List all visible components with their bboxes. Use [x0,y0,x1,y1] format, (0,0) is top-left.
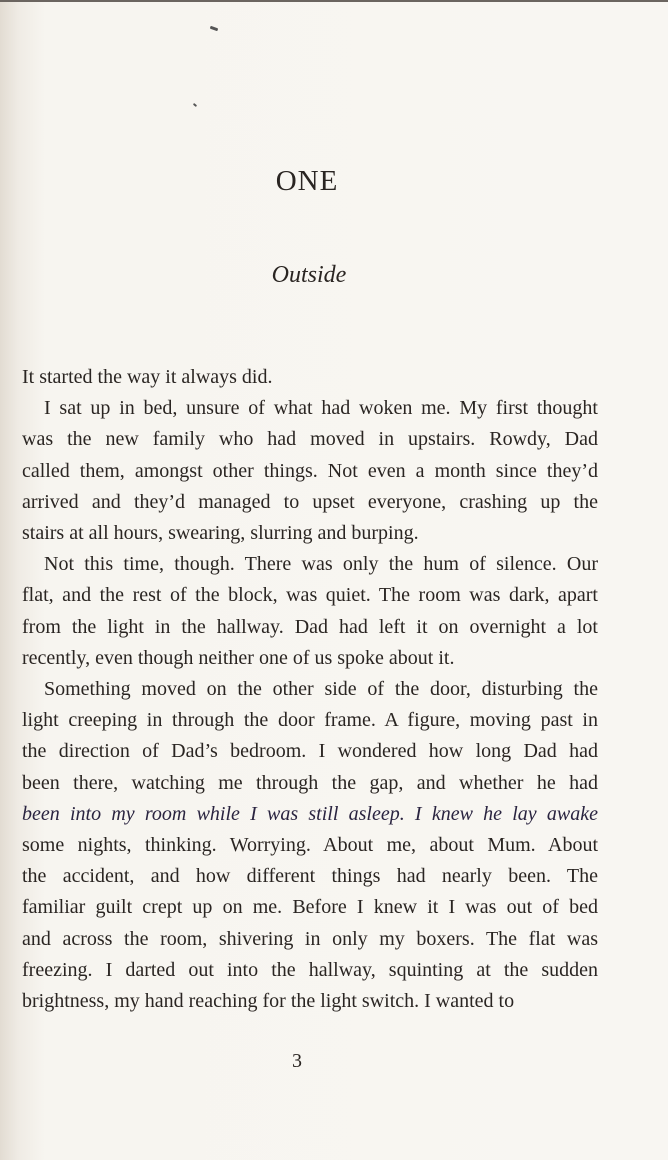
text-line: from the light in the hallway. Dad had left it on overnight a lot [22,615,598,638]
paragraph [22,549,598,674]
text-line: stairs at all hours, swearing, slurring and burping. [22,522,419,545]
text-line: been into my room while I was still asleep. I knew he lay awake [22,802,598,825]
text-line: some nights, thinking. Worrying. About me, about Mum. About [22,834,598,857]
paragraph [22,674,598,1017]
text-line: brightness, my hand reaching for the light switch. I wanted to [22,990,515,1013]
text-line: the direction of Dad’s bedroom. I wondered how long Dad had [22,740,598,763]
text-line: and across the room, shivering in only my boxers. The flat was [22,927,598,950]
chapter-subtitle: Outside [271,262,347,288]
text-line: familiar guilt crept up on me. Before I knew it I was out of bed [22,896,598,919]
chapter-title: ONE [275,165,339,197]
text-line: Not this time, though. There was only the hum of silence. Our [44,553,598,576]
text-line: the accident, and how different things had nearly been. The [22,865,598,888]
paragraph [22,362,598,393]
text-line: been there, watching me through the gap, and whether he had [22,771,598,794]
text-line: flat, and the rest of the block, was quiet. The room was dark, apart [22,584,598,607]
page-top-edge [0,0,668,2]
text-line: Something moved on the other side of the door, disturbing the [44,678,598,701]
text-line: It started the way it always did. [22,366,273,388]
scan-speck [210,26,219,32]
text-line: I sat up in bed, unsure of what had woken me. My first thought [44,397,598,420]
paragraph [22,393,598,549]
page-number: 3 [292,1050,302,1072]
text-line: called them, amongst other things. Not even a month since they’d [22,459,598,482]
scan-speck [193,103,197,107]
text-line: freezing. I darted out into the hallway, squinting at the sudden [22,958,598,981]
text-line: recently, even though neither one of us spoke about it. [22,646,455,669]
text-line: arrived and they’d managed to upset everyone, crashing up the [22,490,598,513]
text-line: light creeping in through the door frame. A figure, moving past in [22,709,598,732]
body-text [22,362,598,1017]
text-line: was the new family who had moved in upstairs. Rowdy, Dad [22,428,598,451]
